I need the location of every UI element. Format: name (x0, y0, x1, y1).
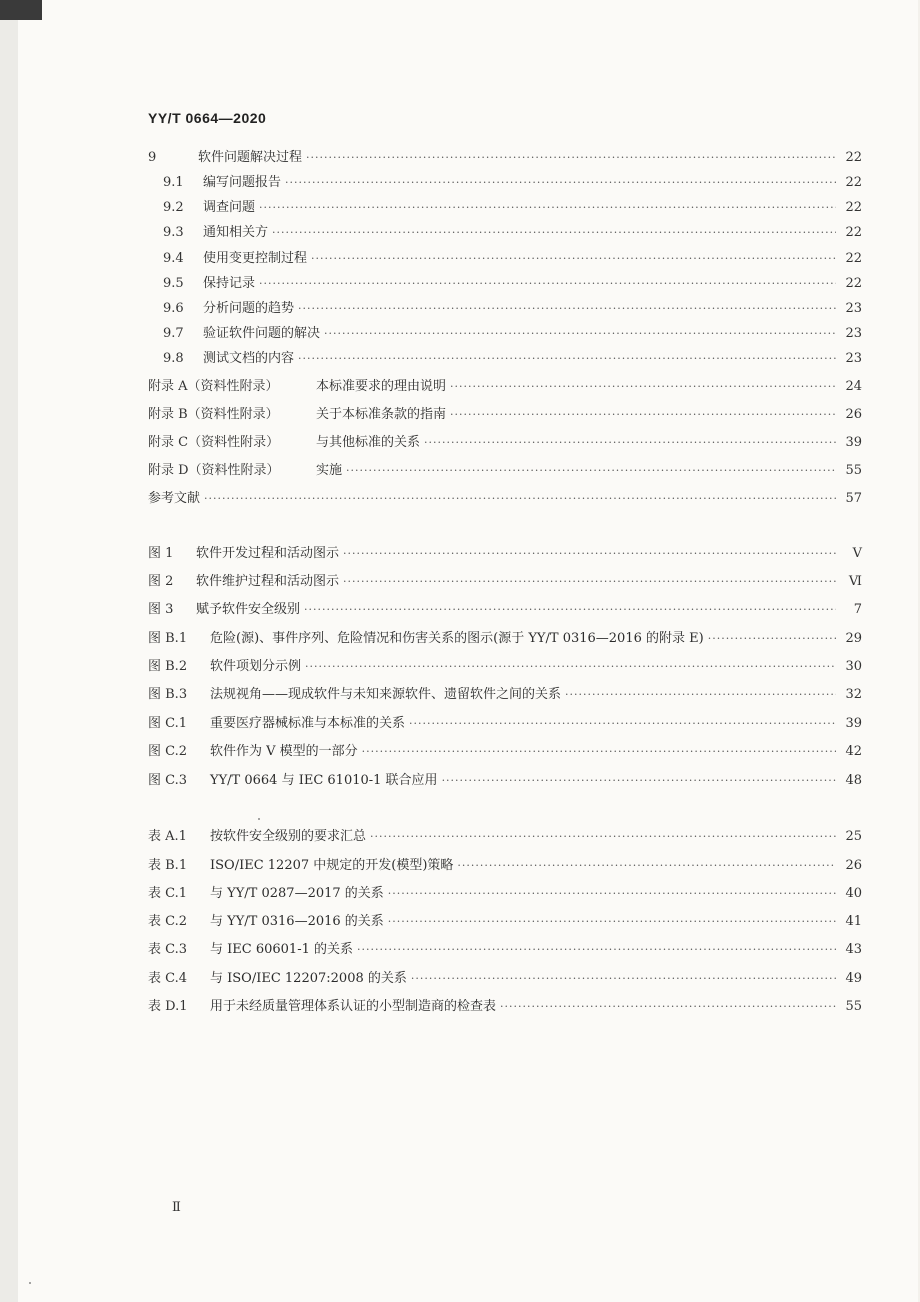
toc_tables-number: 表 C.2 (148, 914, 188, 929)
leader-dots (442, 771, 836, 791)
toc_sections-page-number: 22 (845, 150, 862, 165)
toc_tables-number: 表 B.1 (148, 858, 188, 873)
toc_sections-entry (163, 223, 862, 243)
toc_sections-title: 本标准要求的理由说明 (316, 379, 447, 394)
toc_tables-number: 表 D.1 (148, 999, 188, 1014)
toc_sections-number: 9.3 (163, 225, 184, 240)
leader-dots (259, 274, 836, 294)
toc_tables-entry (148, 884, 862, 904)
toc_figures-number: 图 C.2 (148, 744, 188, 759)
toc_figures-title: 软件维护过程和活动图示 (196, 574, 340, 589)
toc_figures-number: 图 B.3 (148, 687, 188, 702)
leader-dots (272, 223, 836, 243)
toc_figures-page-number: 48 (845, 773, 862, 788)
leader-dots (311, 249, 836, 269)
leader-dots (708, 629, 836, 649)
leader-dots (305, 657, 836, 677)
toc_figures-page-number: 29 (845, 631, 862, 646)
toc_tables-title: ISO/IEC 12207 中规定的开发(模型)策略 (210, 858, 454, 873)
toc_tables-page-number: 25 (845, 829, 862, 844)
toc_sections-title: 保持记录 (203, 276, 256, 291)
toc_sections-page-number: 22 (845, 175, 862, 190)
toc_sections-title: 实施 (316, 463, 343, 478)
toc_figures-entry (148, 742, 862, 762)
leader-dots (324, 324, 836, 344)
toc_figures-number: 图 C.3 (148, 773, 188, 788)
toc_figures-page-number: V (852, 546, 862, 561)
toc_sections-page-number: 22 (845, 200, 862, 215)
toc_sections-number: 9.7 (163, 326, 184, 341)
leader-dots (285, 173, 836, 193)
leader-dots (362, 742, 836, 762)
toc_tables-entry (148, 856, 862, 876)
toc_tables-page-number: 55 (845, 999, 862, 1014)
toc_sections-title: 验证软件问题的解决 (203, 326, 321, 341)
scan-speck (258, 818, 260, 820)
toc_sections-page-number: 26 (845, 407, 862, 422)
toc_figures-number: 图 2 (148, 574, 174, 589)
toc_figures-page-number: 32 (845, 687, 862, 702)
toc_sections-number: 附录 A（资料性附录） (148, 379, 279, 394)
toc_figures-entry (148, 600, 862, 620)
leader-dots (388, 884, 836, 904)
toc_figures-entry (148, 657, 862, 677)
toc_tables-entry (148, 997, 862, 1017)
toc_figures-page-number: 7 (853, 602, 862, 617)
toc_sections-title: 关于本标准条款的指南 (316, 407, 447, 422)
scan-speck (29, 1282, 31, 1284)
toc_sections-title: 软件问题解决过程 (198, 150, 303, 165)
toc_figures-entry (148, 771, 862, 791)
toc_figures-title: 软件开发过程和活动图示 (196, 546, 340, 561)
leader-dots (298, 299, 836, 319)
toc_figures-entry (148, 685, 862, 705)
toc_sections-title: 分析问题的趋势 (203, 301, 295, 316)
toc_tables-page-number: 41 (845, 914, 862, 929)
toc_figures-number: 图 B.1 (148, 631, 188, 646)
toc_sections-page-number: 39 (845, 435, 862, 450)
toc_figures-page-number: Ⅵ (848, 574, 862, 589)
toc_sections-number: 9 (148, 150, 157, 165)
leader-dots (298, 349, 836, 369)
toc_figures-number: 图 3 (148, 602, 174, 617)
toc_figures-title: 赋予软件安全级别 (196, 602, 301, 617)
leader-dots (343, 572, 836, 592)
leader-dots (388, 912, 836, 932)
toc_sections-entry (163, 324, 862, 344)
leader-dots (343, 544, 836, 564)
toc_tables-title: 与 YY/T 0287—2017 的关系 (210, 886, 384, 901)
toc_sections-page-number: 22 (845, 225, 862, 240)
toc_figures-entry (148, 572, 862, 592)
toc_sections-page-number: 23 (845, 351, 862, 366)
leader-dots (346, 461, 836, 481)
toc_sections-title: 编写问题报告 (203, 175, 282, 190)
toc_figures-entry (148, 714, 862, 734)
toc_tables-entry (148, 940, 862, 960)
toc_figures-title: 危险(源)、事件序列、危险情况和伤害关系的图示(源于 YY/T 0316—2016 的附录 E) (210, 631, 704, 646)
toc_sections-number: 9.2 (163, 200, 184, 215)
toc_tables-number: 表 C.3 (148, 942, 188, 957)
toc_sections-entry (163, 173, 862, 193)
leader-dots (500, 997, 836, 1017)
toc_figures-entry (148, 629, 862, 649)
toc_sections-entry (163, 349, 862, 369)
toc_sections-title: 使用变更控制过程 (203, 251, 308, 266)
toc_figures-number: 图 C.1 (148, 716, 188, 731)
toc_tables-page-number: 40 (845, 886, 862, 901)
scan-left-edge (0, 0, 18, 1302)
toc_sections-entry (163, 299, 862, 319)
toc_tables-title: 与 YY/T 0316—2016 的关系 (210, 914, 384, 929)
toc_figures-page-number: 39 (845, 716, 862, 731)
leader-dots (259, 198, 836, 218)
toc_figures-number: 图 B.2 (148, 659, 188, 674)
leader-dots (450, 405, 836, 425)
toc_figures-title: 软件项划分示例 (210, 659, 302, 674)
toc_figures-page-number: 42 (845, 744, 862, 759)
toc_sections-number: 9.8 (163, 351, 184, 366)
toc_sections-number: 附录 C（资料性附录） (148, 435, 280, 450)
leader-dots (204, 489, 836, 509)
toc_sections-entry (148, 377, 862, 397)
leader-dots (306, 148, 836, 168)
toc_sections-number: 附录 D（资料性附录） (148, 463, 280, 478)
leader-dots (457, 856, 836, 876)
leader-dots (424, 433, 836, 453)
toc_tables-entry (148, 827, 862, 847)
toc_sections-page-number: 23 (845, 326, 862, 341)
toc_tables-number: 表 C.1 (148, 886, 188, 901)
toc_sections-entry (163, 249, 862, 269)
toc_sections-number: 9.5 (163, 276, 184, 291)
toc_sections-entry (163, 274, 862, 294)
toc_sections-page-number: 22 (845, 276, 862, 291)
toc_figures-title: 法规视角——现成软件与未知来源软件、遗留软件之间的关系 (210, 687, 562, 702)
toc_sections-entry (148, 489, 862, 509)
toc_sections-entry (148, 433, 862, 453)
toc_tables-entry (148, 912, 862, 932)
leader-dots (357, 940, 836, 960)
toc_figures-page-number: 30 (845, 659, 862, 674)
toc_sections-number: 9.4 (163, 251, 184, 266)
toc_tables-page-number: 26 (845, 858, 862, 873)
toc_sections-title: 通知相关方 (203, 225, 269, 240)
leader-dots (450, 377, 836, 397)
toc_tables-number: 表 C.4 (148, 971, 188, 986)
toc_sections-entry (163, 198, 862, 218)
toc_tables-number: 表 A.1 (148, 829, 187, 844)
leader-dots (565, 685, 836, 705)
standard-code-header: YY/T 0664—2020 (148, 110, 267, 126)
leader-dots (409, 714, 836, 734)
toc_sections-entry (148, 148, 862, 168)
toc_sections-number: 附录 B（资料性附录） (148, 407, 279, 422)
toc_tables-page-number: 43 (845, 942, 862, 957)
toc_sections-title: 测试文档的内容 (203, 351, 295, 366)
toc_tables-title: 按软件安全级别的要求汇总 (210, 829, 367, 844)
toc_sections-entry (148, 405, 862, 425)
scan-corner-mark (0, 0, 42, 20)
leader-dots (304, 600, 836, 620)
page-number: Ⅱ (172, 1200, 181, 1215)
leader-dots (370, 827, 836, 847)
toc_sections-page-number: 22 (845, 251, 862, 266)
document-page (18, 0, 918, 1302)
toc_sections-page-number: 57 (845, 491, 862, 506)
toc_tables-title: 用于未经质量管理体系认证的小型制造商的检查表 (210, 999, 497, 1014)
toc_tables-title: 与 ISO/IEC 12207:2008 的关系 (210, 971, 407, 986)
toc_sections-entry (148, 461, 862, 481)
toc_figures-title: 软件作为 V 模型的一部分 (210, 744, 358, 759)
toc_tables-page-number: 49 (845, 971, 862, 986)
toc_figures-entry (148, 544, 862, 564)
toc_figures-number: 图 1 (148, 546, 174, 561)
toc_sections-page-number: 24 (845, 379, 862, 394)
toc_sections-title: 与其他标准的关系 (316, 435, 421, 450)
toc_sections-number: 9.6 (163, 301, 184, 316)
toc_figures-title: YY/T 0664 与 IEC 61010-1 联合应用 (210, 773, 438, 788)
toc_tables-entry (148, 969, 862, 989)
toc_tables-title: 与 IEC 60601-1 的关系 (210, 942, 353, 957)
toc_figures-title: 重要医疗器械标准与本标准的关系 (210, 716, 406, 731)
toc_sections-page-number: 23 (845, 301, 862, 316)
leader-dots (411, 969, 836, 989)
toc_sections-page-number: 55 (845, 463, 862, 478)
toc_sections-number: 9.1 (163, 175, 184, 190)
toc_sections-title: 参考文献 (148, 491, 201, 506)
toc_sections-title: 调查问题 (203, 200, 256, 215)
